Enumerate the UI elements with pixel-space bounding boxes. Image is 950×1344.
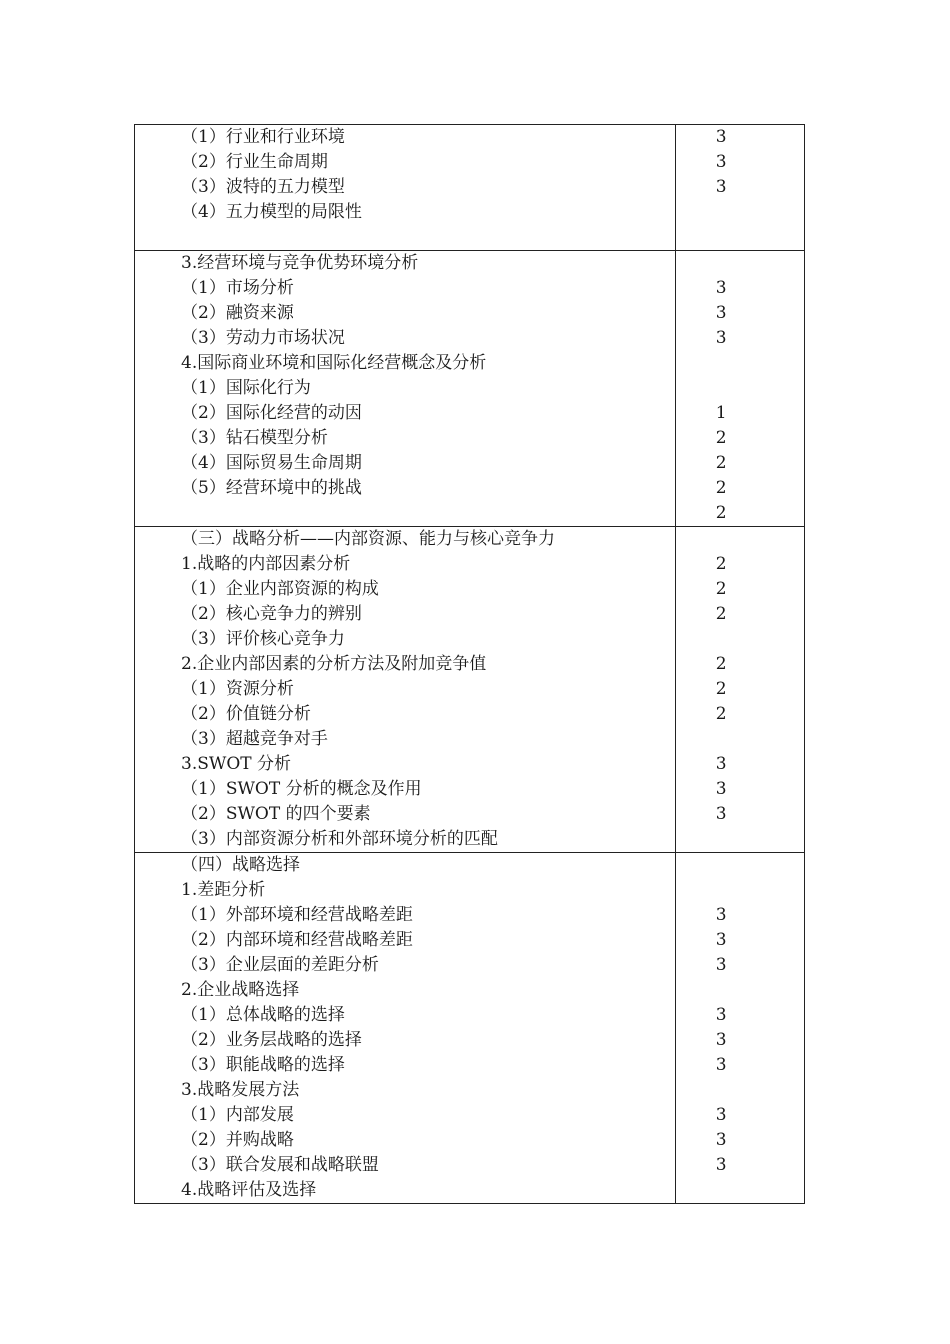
section-row (135, 125, 805, 251)
topic-line: （5）经营环境中的挑战 (181, 478, 362, 498)
topic-line: 3.经营环境与竞争优势环境分析 (181, 253, 419, 273)
level-value: 3 (715, 1030, 727, 1050)
level-value: 3 (715, 1005, 727, 1025)
level-value: 3 (715, 1130, 727, 1150)
topic-line: 3.战略发展方法 (181, 1080, 300, 1100)
topic-line: （2）业务层战略的选择 (181, 1030, 362, 1050)
topic-cell (135, 125, 676, 251)
topic-line: （2）价值链分析 (181, 704, 311, 724)
topic-line (135, 225, 675, 250)
topic-line: （3）评价核心竞争力 (181, 629, 345, 649)
topic-line: （1）国际化行为 (181, 378, 311, 398)
topic-line: （四）战略选择 (181, 855, 300, 875)
level-value (676, 853, 804, 878)
level-value: 3 (715, 754, 727, 774)
section-row (135, 853, 805, 1204)
level-value: 2 (715, 453, 727, 473)
level-value: 3 (715, 328, 727, 348)
level-value: 2 (715, 478, 727, 498)
topic-line: 4.国际商业环境和国际化经营概念及分析 (181, 353, 487, 373)
level-cell (675, 125, 804, 251)
level-cell (675, 527, 804, 853)
topic-line: （1）总体战略的选择 (181, 1005, 345, 1025)
level-value (676, 627, 804, 652)
level-value: 2 (715, 554, 727, 574)
topic-line: （3）劳动力市场状况 (181, 328, 345, 348)
level-value: 3 (715, 1155, 727, 1175)
level-value (676, 978, 804, 1003)
level-value: 2 (715, 604, 727, 624)
section-row (135, 251, 805, 527)
level-value: 2 (715, 428, 727, 448)
topic-line: （1）资源分析 (181, 679, 294, 699)
topic-line: （2）国际化经营的动因 (181, 403, 362, 423)
level-value (676, 527, 804, 552)
topic-line: （2）并购战略 (181, 1130, 294, 1150)
level-value (676, 1078, 804, 1103)
topic-line: （2）融资来源 (181, 303, 294, 323)
level-value: 3 (715, 804, 727, 824)
topic-line: （1）企业内部资源的构成 (181, 579, 379, 599)
level-value (676, 878, 804, 903)
level-value: 3 (715, 955, 727, 975)
topic-line: （3）内部资源分析和外部环境分析的匹配 (181, 829, 498, 849)
topic-line: （1）SWOT 分析的概念及作用 (181, 779, 422, 799)
topic-cell (135, 251, 676, 527)
level-value (676, 827, 804, 852)
topic-line (135, 501, 675, 526)
topic-line: （3）职能战略的选择 (181, 1055, 345, 1075)
level-value: 2 (715, 704, 727, 724)
level-value: 3 (715, 177, 727, 197)
level-cell (675, 251, 804, 527)
level-value: 3 (715, 152, 727, 172)
topic-line: （3）钻石模型分析 (181, 428, 328, 448)
level-value (676, 225, 804, 250)
level-value: 3 (715, 1055, 727, 1075)
level-value: 3 (715, 127, 727, 147)
level-value: 2 (715, 679, 727, 699)
topic-line: 2.企业战略选择 (181, 980, 300, 1000)
level-value: 3 (715, 930, 727, 950)
topic-cell (135, 853, 676, 1204)
level-cell (675, 853, 804, 1204)
level-value (676, 251, 804, 276)
topic-line: （2）内部环境和经营战略差距 (181, 930, 413, 950)
topic-line: （2）核心竞争力的辨别 (181, 604, 362, 624)
topic-line: （1）市场分析 (181, 278, 294, 298)
topic-line: 2.企业内部因素的分析方法及附加竞争值 (181, 654, 487, 674)
level-value (676, 376, 804, 401)
level-value: 2 (715, 579, 727, 599)
level-value: 2 (715, 503, 727, 523)
level-value: 1 (715, 403, 727, 423)
topic-line: （3）波特的五力模型 (181, 177, 345, 197)
topic-line: （1）外部环境和经营战略差距 (181, 905, 413, 925)
level-value: 3 (715, 1105, 727, 1125)
level-value: 3 (715, 779, 727, 799)
topic-line: （4）五力模型的局限性 (181, 202, 362, 222)
level-value (676, 1178, 804, 1203)
topic-line: 1.战略的内部因素分析 (181, 554, 351, 574)
topic-line: 1.差距分析 (181, 880, 266, 900)
topic-line: （三）战略分析——内部资源、能力与核心竞争力 (181, 529, 555, 549)
level-value: 2 (715, 654, 727, 674)
syllabus-table (134, 124, 805, 1204)
topic-line: （3）联合发展和战略联盟 (181, 1155, 379, 1175)
topic-line: （4）国际贸易生命周期 (181, 453, 362, 473)
level-value: 3 (715, 905, 727, 925)
level-value (676, 200, 804, 225)
topic-line: （2）行业生命周期 (181, 152, 328, 172)
topic-line: （1）内部发展 (181, 1105, 294, 1125)
topic-line: （3）超越竞争对手 (181, 729, 328, 749)
topic-line: （2）SWOT 的四个要素 (181, 804, 371, 824)
level-value: 3 (715, 278, 727, 298)
topic-line: （1）行业和行业环境 (181, 127, 345, 147)
level-value (676, 727, 804, 752)
topic-line: 4.战略评估及选择 (181, 1180, 317, 1200)
section-row (135, 527, 805, 853)
topic-line: （3）企业层面的差距分析 (181, 955, 379, 975)
topic-cell (135, 527, 676, 853)
level-value: 3 (715, 303, 727, 323)
topic-line: 3.SWOT 分析 (181, 754, 292, 774)
level-value (676, 351, 804, 376)
